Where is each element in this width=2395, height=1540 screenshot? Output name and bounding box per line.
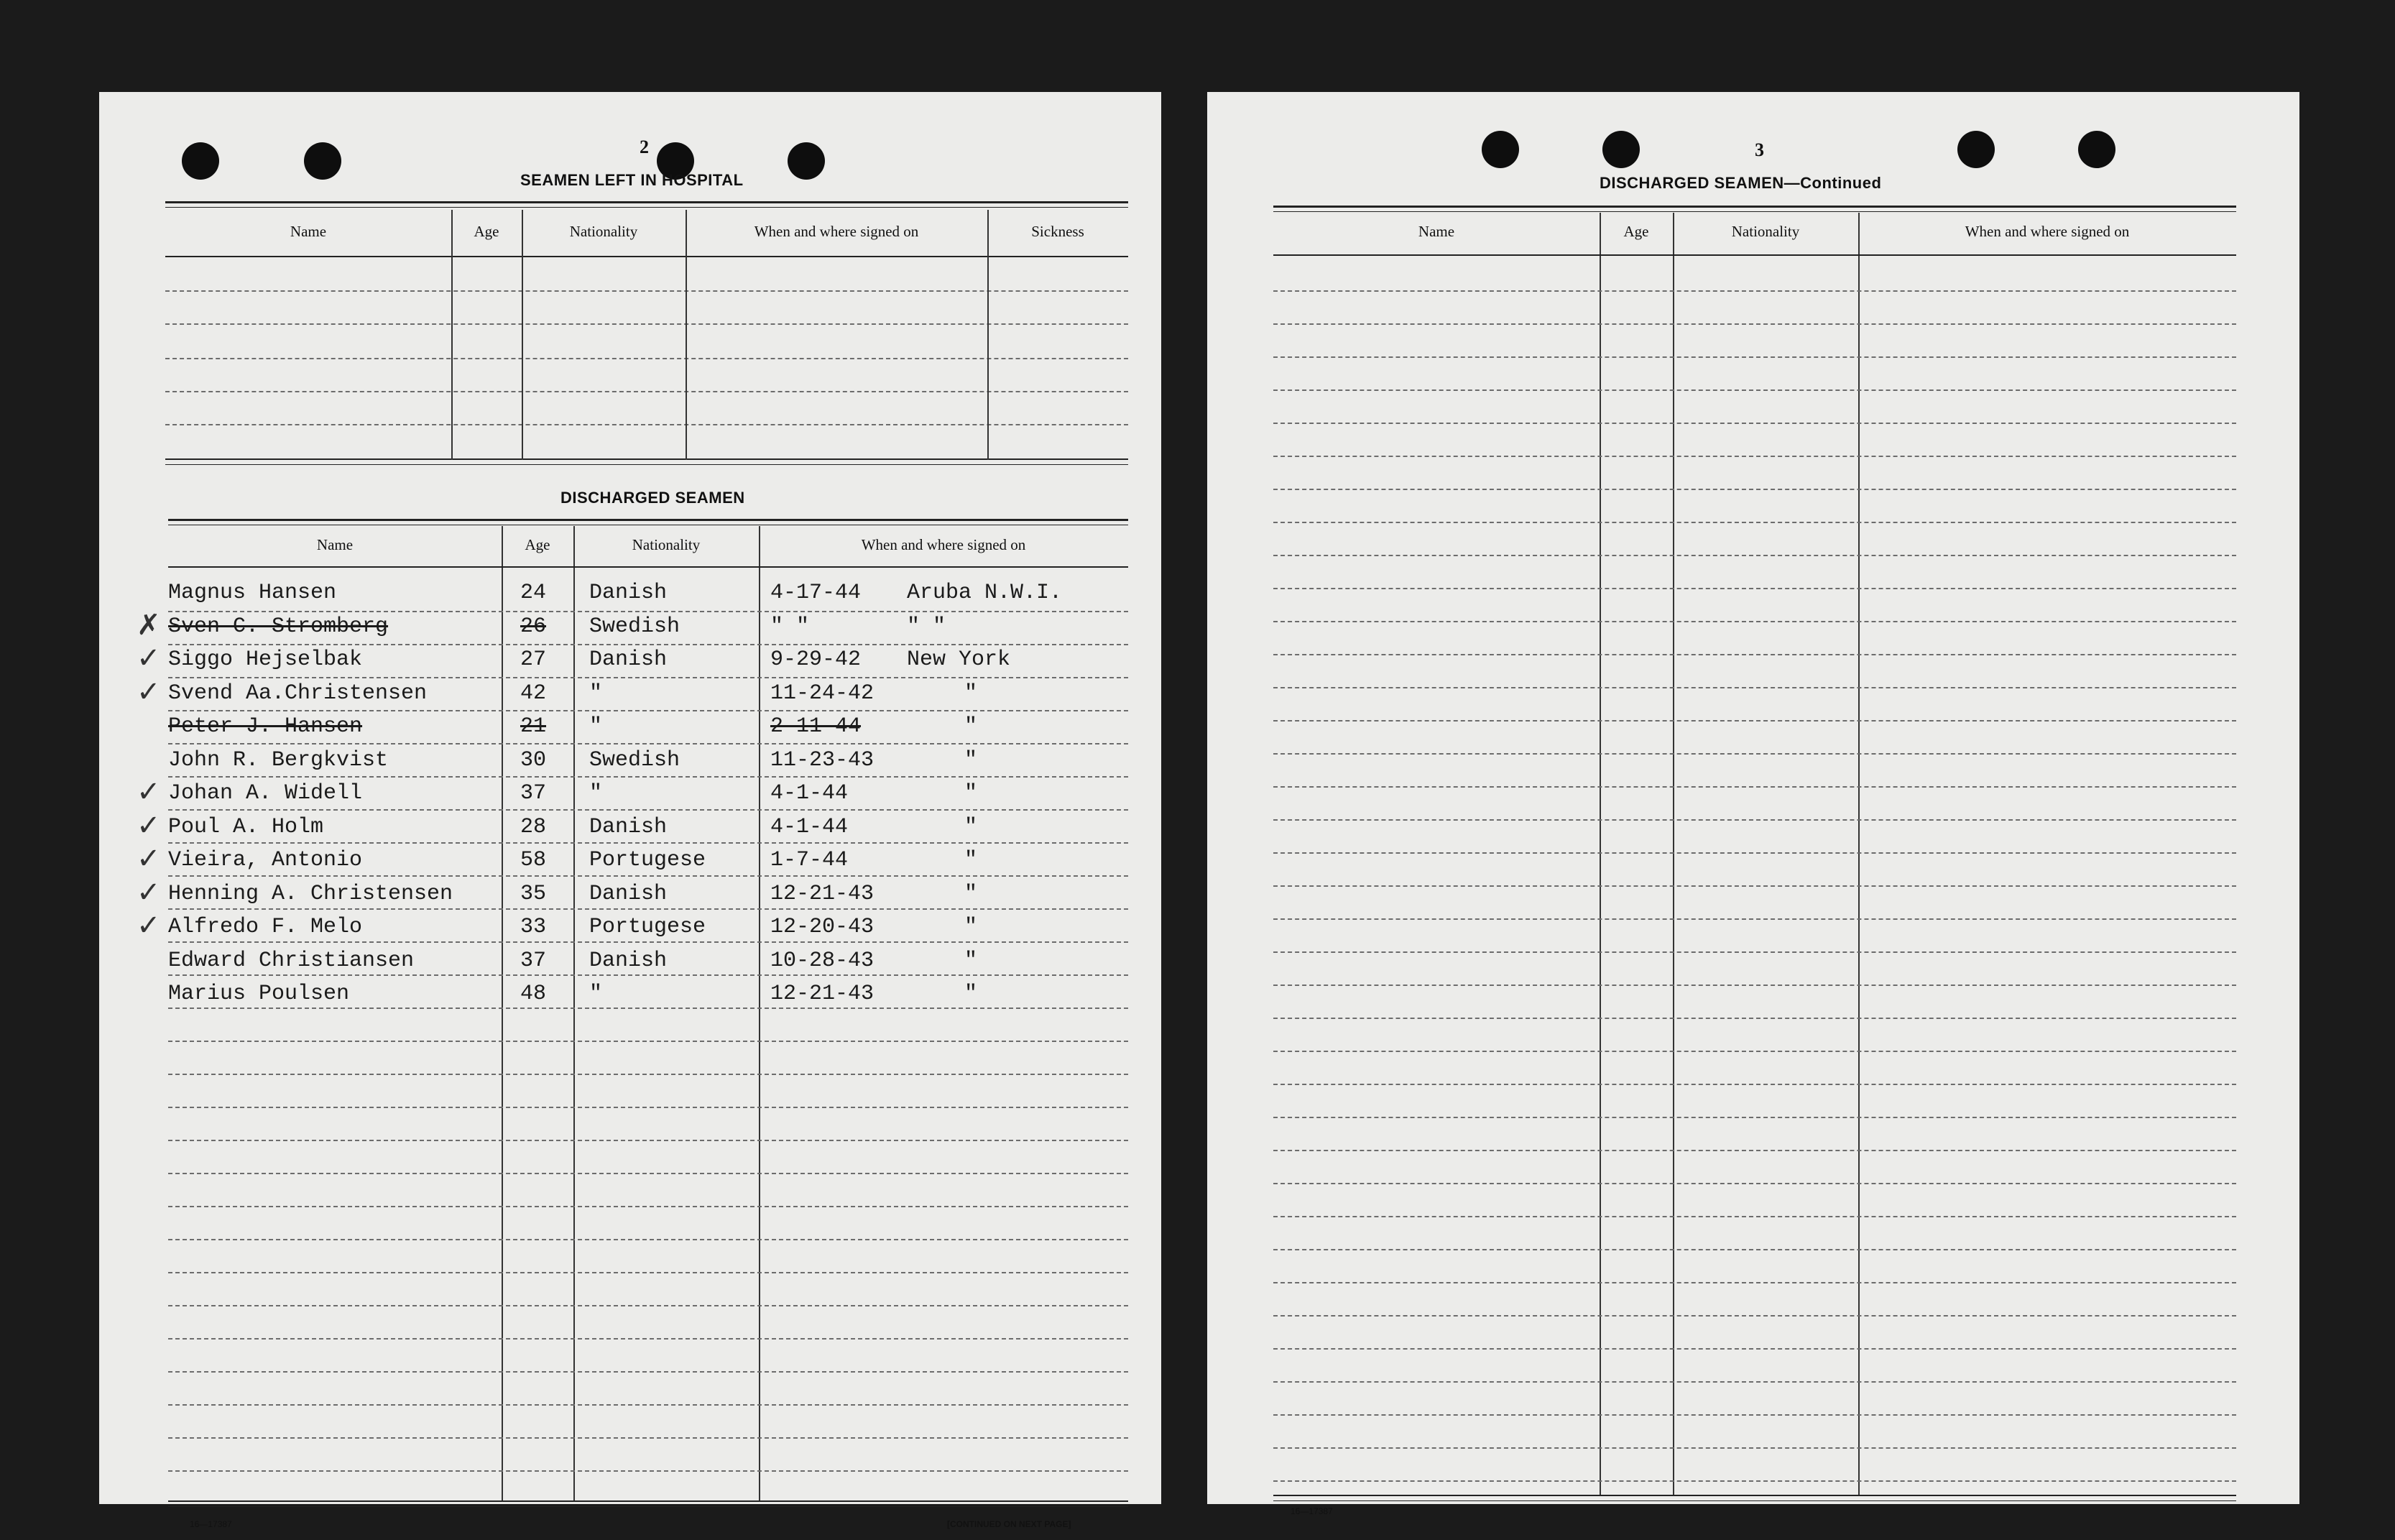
signed-on-date: " " [770, 614, 810, 639]
seaman-name: Siggo Hejselbak [168, 647, 363, 672]
seaman-name: Henning A. Christensen [168, 882, 453, 906]
continued-note: [CONTINUED ON NEXT PAGE] [947, 1519, 1071, 1529]
signed-on-date: 11-23-43 [770, 748, 875, 773]
signed-on-date: 10-28-43 [770, 949, 875, 973]
seaman-nationality: " [589, 781, 603, 806]
continued-col-signed-on: When and where signed on [1965, 223, 2130, 240]
discharged-col-name: Name [316, 536, 354, 553]
punch-hole [304, 142, 341, 180]
seaman-nationality: Danish [589, 815, 668, 839]
continued-col-age: Age [1623, 223, 1649, 240]
signed-on-place: " [964, 915, 978, 939]
check-mark-icon: ✓ [137, 809, 161, 842]
signed-on-date: 4-17-44 [770, 581, 862, 605]
page-number: 2 [640, 137, 649, 157]
seaman-age: 48 [520, 982, 547, 1006]
check-mark-icon: ✓ [137, 676, 161, 709]
check-mark-icon: ✓ [137, 876, 161, 909]
signed-on-place: " [964, 848, 978, 872]
seaman-name: Vieira, Antonio [168, 848, 363, 872]
hospital-col-name: Name [290, 223, 327, 240]
hospital-col-age: Age [474, 223, 499, 240]
page-number: 3 [1755, 139, 1764, 160]
seaman-age: 24 [520, 581, 547, 605]
continued-col-nationality: Nationality [1731, 223, 1800, 240]
seaman-nationality: " [589, 681, 603, 706]
seaman-nationality: Danish [589, 882, 668, 906]
seaman-age: 35 [520, 882, 547, 906]
signed-on-place: " [964, 815, 978, 839]
discharged-col-signed-on: When and where signed on [861, 536, 1026, 553]
signed-on-date: 4-1-44 [770, 815, 849, 839]
signed-on-place: " [964, 982, 978, 1006]
discharged-col-nationality: Nationality [632, 536, 701, 553]
seaman-age: 21 [520, 714, 547, 739]
signed-on-date: 12-20-43 [770, 915, 875, 939]
seaman-age: 37 [520, 949, 547, 973]
punch-hole [1957, 131, 1995, 168]
seaman-age: 58 [520, 848, 547, 872]
hospital-col-sickness: Sickness [1031, 223, 1084, 240]
seaman-nationality: Swedish [589, 748, 680, 773]
signed-on-date: 2-11-44 [770, 714, 862, 739]
punch-hole [1602, 131, 1640, 168]
check-mark-icon: ✓ [137, 775, 161, 808]
signed-on-date: 12-21-43 [770, 882, 875, 906]
check-mark-icon: ✓ [137, 642, 161, 675]
seaman-name: Poul A. Holm [168, 815, 324, 839]
right-page [1207, 92, 2299, 1516]
check-mark-icon: ✓ [137, 909, 161, 942]
signed-on-place: " [964, 714, 978, 739]
signed-on-date: 4-1-44 [770, 781, 849, 806]
seaman-nationality: Swedish [589, 614, 680, 639]
signed-on-place: " [964, 781, 978, 806]
seaman-nationality: " [589, 982, 603, 1006]
seaman-nationality: Danish [589, 647, 668, 672]
signed-on-place: Aruba N.W.I. [907, 581, 1063, 605]
seaman-name: Marius Poulsen [168, 982, 350, 1006]
signed-on-place: " [964, 882, 978, 906]
signed-on-date: 12-21-43 [770, 982, 875, 1006]
form-number: 16—17387 [190, 1519, 232, 1529]
seaman-name: Peter J. Hansen [168, 714, 363, 739]
signed-on-date: 1-7-44 [770, 848, 849, 872]
seaman-name: Alfredo F. Melo [168, 915, 363, 939]
seaman-name: Johan A. Widell [168, 781, 363, 806]
seaman-nationality: Danish [589, 949, 668, 973]
signed-on-place: " [964, 681, 978, 706]
signed-on-date: 11-24-42 [770, 681, 875, 706]
continued-col-name: Name [1418, 223, 1455, 240]
hospital-col-signed-on: When and where signed on [754, 223, 919, 240]
discharged-continued-title: DISCHARGED SEAMEN—Continued [1600, 174, 1882, 192]
seaman-name: Sven C. Stromberg [168, 614, 389, 639]
seaman-age: 42 [520, 681, 547, 706]
seaman-age: 27 [520, 647, 547, 672]
punch-hole [788, 142, 825, 180]
discharged-section-title: DISCHARGED SEAMEN [560, 489, 745, 507]
punch-hole [2078, 131, 2115, 168]
check-mark-icon: ✓ [137, 842, 161, 875]
seaman-age: 26 [520, 614, 547, 639]
punch-hole [1482, 131, 1519, 168]
seaman-age: 37 [520, 781, 547, 806]
seaman-name: Edward Christiansen [168, 949, 415, 973]
discharged-col-age: Age [525, 536, 550, 553]
form-number: 16—17387 [1291, 1506, 1333, 1516]
left-page [99, 92, 1161, 1529]
hospital-section-title: SEAMEN LEFT IN HOSPITAL [520, 171, 744, 189]
seaman-name: John R. Bergkvist [168, 748, 389, 773]
seaman-age: 30 [520, 748, 547, 773]
signed-on-place: " [964, 949, 978, 973]
cross-mark-icon: ✗ [137, 609, 161, 642]
seaman-nationality: Danish [589, 581, 668, 605]
seaman-name: Svend Aa.Christensen [168, 681, 428, 706]
hospital-col-nationality: Nationality [569, 223, 638, 240]
signed-on-date: 9-29-42 [770, 647, 862, 672]
seaman-age: 28 [520, 815, 547, 839]
seaman-nationality: Portugese [589, 915, 706, 939]
seaman-nationality: " [589, 714, 603, 739]
signed-on-place: " [964, 748, 978, 773]
signed-on-place: New York [907, 647, 1011, 672]
seaman-age: 33 [520, 915, 547, 939]
punch-hole [182, 142, 219, 180]
seaman-name: Magnus Hansen [168, 581, 337, 605]
seaman-nationality: Portugese [589, 848, 706, 872]
signed-on-place: " " [907, 614, 946, 639]
